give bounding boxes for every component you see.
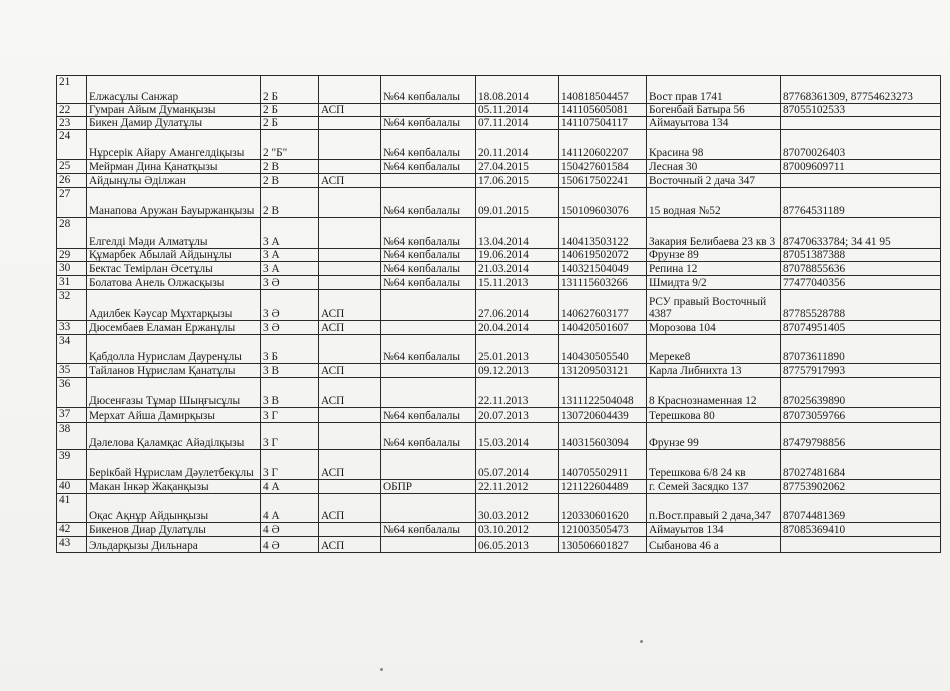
phone: 87073611890: [781, 335, 941, 364]
class: 3 Г: [261, 450, 319, 480]
benefit-category: [381, 290, 476, 321]
birth-date: 15.03.2014: [476, 423, 559, 450]
class: 3 Ә: [261, 321, 319, 335]
asp-status: [319, 218, 381, 249]
benefit-category: [381, 321, 476, 335]
row-number: 34: [57, 335, 87, 364]
birth-date: 13.04.2014: [476, 218, 559, 249]
benefit-category: [381, 450, 476, 480]
row-number: 39: [57, 450, 87, 480]
row-number: 26: [57, 174, 87, 188]
table-row: [57, 188, 941, 218]
address: Сыбанова 46 а: [647, 537, 781, 553]
address: Морозова 104: [647, 321, 781, 335]
asp-status: [319, 423, 381, 450]
phone: 87074481369: [781, 494, 941, 523]
table-row: [57, 249, 941, 262]
row-number: 29: [57, 249, 87, 262]
birth-date: 20.11.2014: [476, 130, 559, 160]
asp-status: [319, 160, 381, 174]
student-name: Болатова Анель Олжасқызы: [87, 276, 261, 290]
address: РСУ правый Восточный 4387: [647, 290, 781, 321]
phone: 87785528788: [781, 290, 941, 321]
phone: [781, 537, 941, 553]
iin: 140818504457: [559, 76, 647, 104]
address: п.Вост.правый 2 дача,347: [647, 494, 781, 523]
phone: 87074951405: [781, 321, 941, 335]
birth-date: 07.11.2014: [476, 117, 559, 130]
student-name: Дәлелова Қаламқас Айәділқызы: [87, 423, 261, 450]
student-name: Оқас Ақнұр Айдынқызы: [87, 494, 261, 523]
class: 3 Ә: [261, 290, 319, 321]
benefit-category: №64 көпбалалы: [381, 249, 476, 262]
birth-date: 09.01.2015: [476, 188, 559, 218]
iin: 140413503122: [559, 218, 647, 249]
phone: 87768361309, 87754623273: [781, 76, 941, 104]
row-number: 42: [57, 523, 87, 537]
table-row: [57, 276, 941, 290]
asp-status: АСП: [319, 364, 381, 378]
benefit-category: [381, 494, 476, 523]
student-name: Макан Інкәр Жақанқызы: [87, 480, 261, 494]
iin: 140627603177: [559, 290, 647, 321]
student-name: Мейрман Дина Қанатқызы: [87, 160, 261, 174]
class: 2 В: [261, 188, 319, 218]
iin: 140705502911: [559, 450, 647, 480]
class: 4 Ә: [261, 537, 319, 553]
scan-dot: [640, 640, 643, 643]
student-name: Құмарбек Абылай Айдынұлы: [87, 249, 261, 262]
address: Красина 98: [647, 130, 781, 160]
class: 4 А: [261, 480, 319, 494]
row-number: 38: [57, 423, 87, 450]
asp-status: АСП: [319, 290, 381, 321]
student-name: Мерхат Айша Дамирқызы: [87, 408, 261, 423]
birth-date: 27.06.2014: [476, 290, 559, 321]
benefit-category: №64 көпбалалы: [381, 423, 476, 450]
asp-status: [319, 188, 381, 218]
phone: 87025639890: [781, 378, 941, 408]
address: Фрунзе 89: [647, 249, 781, 262]
benefit-category: №64 көпбалалы: [381, 117, 476, 130]
phone: 87470633784; 34 41 95: [781, 218, 941, 249]
address: Закария Белибаева 23 кв 3: [647, 218, 781, 249]
address: Терешкова 80: [647, 408, 781, 423]
table-row: [57, 450, 941, 480]
address: г. Семей Засядко 137: [647, 480, 781, 494]
student-name: Елжасұлы Санжар: [87, 76, 261, 104]
asp-status: [319, 276, 381, 290]
phone: 87027481684: [781, 450, 941, 480]
student-name: Нұрсерік Айару Амангелдіқызы: [87, 130, 261, 160]
iin: 140619502072: [559, 249, 647, 262]
table-row: [57, 76, 941, 104]
benefit-category: №64 көпбалалы: [381, 130, 476, 160]
phone: [781, 117, 941, 130]
class: 2 Б: [261, 117, 319, 130]
birth-date: 18.08.2014: [476, 76, 559, 104]
iin: 140430505540: [559, 335, 647, 364]
row-number: 25: [57, 160, 87, 174]
benefit-category: №64 көпбалалы: [381, 188, 476, 218]
asp-status: [319, 249, 381, 262]
birth-date: 05.07.2014: [476, 450, 559, 480]
student-name: Бикен Дамир Дулатұлы: [87, 117, 261, 130]
birth-date: 21.03.2014: [476, 262, 559, 276]
asp-status: [319, 262, 381, 276]
student-name: Айдынұлы Әділжан: [87, 174, 261, 188]
class: 3 Г: [261, 423, 319, 450]
iin: 121003505473: [559, 523, 647, 537]
student-name: Берікбай Нұрислам Дәулетбекұлы: [87, 450, 261, 480]
table-row: [57, 117, 941, 130]
row-number: 37: [57, 408, 87, 423]
table-row: [57, 160, 941, 174]
benefit-category: №64 көпбалалы: [381, 262, 476, 276]
benefit-category: [381, 364, 476, 378]
iin: 1311122504048: [559, 378, 647, 408]
iin: 130506601827: [559, 537, 647, 553]
asp-status: [319, 117, 381, 130]
benefit-category: №64 көпбалалы: [381, 523, 476, 537]
row-number: 22: [57, 104, 87, 117]
asp-status: [319, 523, 381, 537]
iin: 140315603094: [559, 423, 647, 450]
asp-status: АСП: [319, 104, 381, 117]
address: Шмидта 9/2: [647, 276, 781, 290]
table-row: [57, 494, 941, 523]
address: 8 Краснознаменная 12: [647, 378, 781, 408]
asp-status: АСП: [319, 321, 381, 335]
birth-date: 15.11.2013: [476, 276, 559, 290]
birth-date: 30.03.2012: [476, 494, 559, 523]
asp-status: [319, 130, 381, 160]
phone: 87479798856: [781, 423, 941, 450]
benefit-category: №64 көпбалалы: [381, 160, 476, 174]
table-row: [57, 408, 941, 423]
address: Терешкова 6/8 24 кв: [647, 450, 781, 480]
roster-body: [57, 76, 941, 553]
address: Вост прав 1741: [647, 76, 781, 104]
student-name: Қабдолла Нурислам Дауренұлы: [87, 335, 261, 364]
iin: 120330601620: [559, 494, 647, 523]
asp-status: АСП: [319, 174, 381, 188]
benefit-category: ОБПР: [381, 480, 476, 494]
address: Лесная 30: [647, 160, 781, 174]
table-row: [57, 537, 941, 553]
student-name: Манапова Аружан Бауыржанқызы: [87, 188, 261, 218]
iin: 150617502241: [559, 174, 647, 188]
benefit-category: [381, 378, 476, 408]
student-name: Дюсенғазы Тұмар Шыңғысұлы: [87, 378, 261, 408]
iin: 130720604439: [559, 408, 647, 423]
class: 3 Б: [261, 335, 319, 364]
iin: 150427601584: [559, 160, 647, 174]
iin: 131115603266: [559, 276, 647, 290]
benefit-category: №64 көпбалалы: [381, 335, 476, 364]
student-name: Эльдарқызы Дильнара: [87, 537, 261, 553]
iin: 140420501607: [559, 321, 647, 335]
table-row: [57, 364, 941, 378]
student-name: Гумран Айым Думанқызы: [87, 104, 261, 117]
row-number: 23: [57, 117, 87, 130]
table-row: [57, 321, 941, 335]
iin: 140321504049: [559, 262, 647, 276]
row-number: 30: [57, 262, 87, 276]
address: Фрунзе 99: [647, 423, 781, 450]
asp-status: [319, 76, 381, 104]
table-row: [57, 523, 941, 537]
table-row: [57, 262, 941, 276]
table-row: [57, 290, 941, 321]
birth-date: 22.11.2012: [476, 480, 559, 494]
student-name: Дюсембаев Еламан Ержанұлы: [87, 321, 261, 335]
phone: 87009609711: [781, 160, 941, 174]
address: Аймауытова 134: [647, 117, 781, 130]
phone: 87070026403: [781, 130, 941, 160]
address: Репина 12: [647, 262, 781, 276]
row-number: 28: [57, 218, 87, 249]
phone: [781, 174, 941, 188]
table-row: [57, 174, 941, 188]
benefit-category: [381, 537, 476, 553]
student-name: Тайланов Нұрислам Қанатұлы: [87, 364, 261, 378]
iin: 150109603076: [559, 188, 647, 218]
class: 3 А: [261, 249, 319, 262]
class: 2 В: [261, 160, 319, 174]
table-row: [57, 378, 941, 408]
birth-date: 20.07.2013: [476, 408, 559, 423]
row-number: 41: [57, 494, 87, 523]
table-row: [57, 423, 941, 450]
address: Мереке8: [647, 335, 781, 364]
row-number: 33: [57, 321, 87, 335]
phone: 87055102533: [781, 104, 941, 117]
benefit-category: [381, 174, 476, 188]
table-row: [57, 104, 941, 117]
iin: 131209503121: [559, 364, 647, 378]
row-number: 31: [57, 276, 87, 290]
iin: 141107504117: [559, 117, 647, 130]
birth-date: 06.05.2013: [476, 537, 559, 553]
class: 4 Ә: [261, 523, 319, 537]
table-row: [57, 218, 941, 249]
class: 3 Г: [261, 408, 319, 423]
phone: 87073059766: [781, 408, 941, 423]
birth-date: 20.04.2014: [476, 321, 559, 335]
student-name: Бикенов Диар Дулатұлы: [87, 523, 261, 537]
asp-status: [319, 480, 381, 494]
address: Богенбай Батыра 56: [647, 104, 781, 117]
phone: 87757917993: [781, 364, 941, 378]
phone: 87051387388: [781, 249, 941, 262]
row-number: 43: [57, 537, 87, 553]
birth-date: 09.12.2013: [476, 364, 559, 378]
scan-dot: [380, 668, 383, 671]
row-number: 35: [57, 364, 87, 378]
benefit-category: №64 көпбалалы: [381, 276, 476, 290]
benefit-category: №64 көпбалалы: [381, 76, 476, 104]
phone: 87078855636: [781, 262, 941, 276]
address: 15 водная №52: [647, 188, 781, 218]
address: Карла Либнихта 13: [647, 364, 781, 378]
class: 3 Ә: [261, 276, 319, 290]
asp-status: АСП: [319, 537, 381, 553]
class: 2 "Б": [261, 130, 319, 160]
phone: 87753902062: [781, 480, 941, 494]
row-number: 27: [57, 188, 87, 218]
class: 2 Б: [261, 76, 319, 104]
address: Аймауытов 134: [647, 523, 781, 537]
birth-date: 05.11.2014: [476, 104, 559, 117]
address: Восточный 2 дача 347: [647, 174, 781, 188]
row-number: 21: [57, 76, 87, 104]
class: 2 Б: [261, 104, 319, 117]
asp-status: [319, 408, 381, 423]
asp-status: АСП: [319, 494, 381, 523]
class: 3 А: [261, 262, 319, 276]
birth-date: 17.06.2015: [476, 174, 559, 188]
row-number: 24: [57, 130, 87, 160]
table-row: [57, 130, 941, 160]
phone: 87085369410: [781, 523, 941, 537]
row-number: 40: [57, 480, 87, 494]
class: 2 В: [261, 174, 319, 188]
class: 3 В: [261, 364, 319, 378]
table-row: [57, 480, 941, 494]
student-name: Елгелді Мәди Алматұлы: [87, 218, 261, 249]
birth-date: 25.01.2013: [476, 335, 559, 364]
birth-date: 22.11.2013: [476, 378, 559, 408]
class: 3 В: [261, 378, 319, 408]
asp-status: [319, 335, 381, 364]
asp-status: АСП: [319, 378, 381, 408]
benefit-category: №64 көпбалалы: [381, 408, 476, 423]
iin: 141105605081: [559, 104, 647, 117]
class: 4 А: [261, 494, 319, 523]
student-name: Бектас Темірлан Әсетұлы: [87, 262, 261, 276]
phone: 87764531189: [781, 188, 941, 218]
birth-date: 03.10.2012: [476, 523, 559, 537]
row-number: 32: [57, 290, 87, 321]
student-roster-table: [56, 75, 941, 553]
birth-date: 27.04.2015: [476, 160, 559, 174]
benefit-category: [381, 104, 476, 117]
row-number: 36: [57, 378, 87, 408]
birth-date: 19.06.2014: [476, 249, 559, 262]
benefit-category: №64 көпбалалы: [381, 218, 476, 249]
iin: 121122604489: [559, 480, 647, 494]
class: 3 А: [261, 218, 319, 249]
phone: 77477040356: [781, 276, 941, 290]
iin: 141120602207: [559, 130, 647, 160]
table-row: [57, 335, 941, 364]
asp-status: АСП: [319, 450, 381, 480]
student-name: Адилбек Кәусар Мұхтарқызы: [87, 290, 261, 321]
